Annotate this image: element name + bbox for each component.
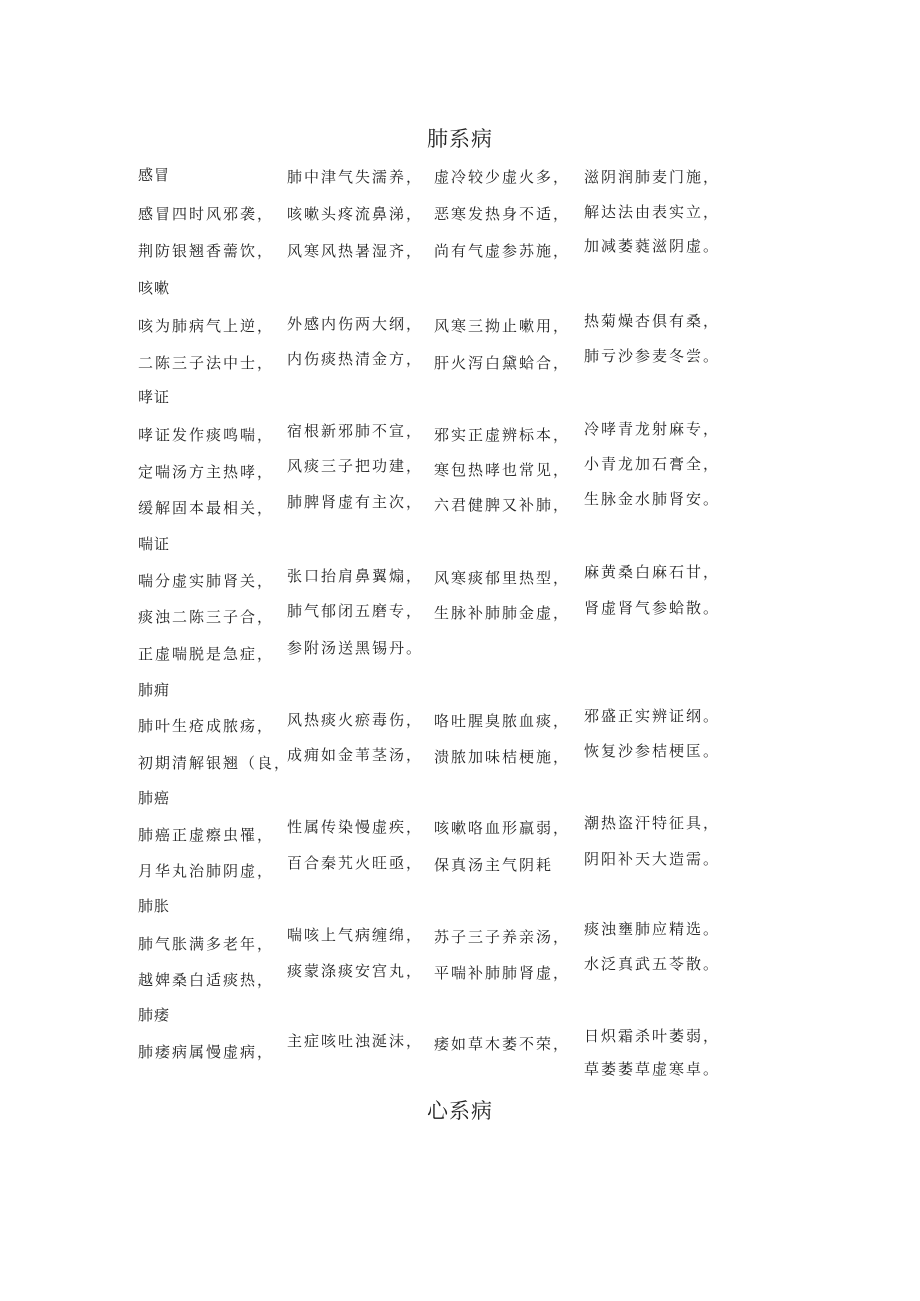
- verse-line: 风寒风热暑湿齐，: [287, 242, 424, 260]
- heading-feiyong: 肺痈: [138, 681, 171, 699]
- verse-line: 寒包热哮也常见，: [434, 461, 571, 479]
- verse-line: 风寒三拗止嗽用，: [434, 317, 571, 335]
- verse-line: 正虚喘脱是急症，: [138, 645, 275, 663]
- verse-line: 恶寒发热身不适，: [434, 205, 571, 223]
- verse-line: 荆防银翘香薷饮，: [138, 242, 275, 260]
- verse-line: 阴阳补天大造需。: [584, 850, 721, 868]
- verse-line: 热菊燥杏俱有桑，: [584, 312, 721, 330]
- verse-line: 肾虚肾气参蛤散。: [584, 599, 721, 617]
- heading-kesou: 咳嗽: [138, 279, 171, 297]
- verse-line: 风热痰火瘀毒伤，: [287, 711, 424, 729]
- heading-feizhang: 肺胀: [138, 897, 171, 915]
- verse-line: 感冒四时风邪袭，: [138, 205, 275, 223]
- verse-line: 肺痿病属慢虚病，: [138, 1043, 275, 1061]
- verse-line: 喘咳上气病缠绵，: [287, 926, 424, 944]
- verse-line: 滋阴润肺麦门施，: [584, 168, 721, 186]
- verse-line: 苏子三子养亲汤，: [434, 928, 571, 946]
- verse-line: 咳为肺病气上逆，: [138, 317, 275, 335]
- verse-line: 肺中津气失濡养，: [287, 168, 424, 186]
- verse-line: 痰蒙涤痰安宫丸，: [287, 962, 424, 980]
- verse-line: 风寒痰郁里热型，: [434, 569, 571, 587]
- verse-line: 尚有气虚参苏施，: [434, 242, 571, 260]
- verse-line: 主症咳吐浊涎沫，: [287, 1032, 424, 1050]
- heading-feiwei: 肺痿: [138, 1006, 171, 1024]
- verse-line: 肺气郁闭五磨专，: [287, 602, 424, 620]
- verse-line: 喘分虚实肺肾关，: [138, 572, 275, 590]
- heading-chuanzheng: 喘证: [138, 535, 171, 553]
- verse-line: 内伤痰热清金方，: [287, 350, 424, 368]
- section-title-lung: 肺系病: [427, 127, 493, 151]
- verse-line: 恢复沙参桔梗匡。: [584, 742, 721, 760]
- verse-line: 肺癌正虚瘵虫罹，: [138, 826, 275, 844]
- verse-line: 越婢桑白适痰热，: [138, 971, 275, 989]
- verse-line: 生脉补肺肺金虚，: [434, 604, 571, 622]
- verse-line: 痰浊壅肺应精选。: [584, 920, 721, 938]
- verse-line: 咳嗽咯血形羸弱，: [434, 819, 571, 837]
- verse-line: 日炽霜杀叶萎弱，: [584, 1027, 721, 1045]
- verse-line: 肺气胀满多老年，: [138, 935, 275, 953]
- verse-line: 定喘汤方主热哮，: [138, 463, 275, 481]
- verse-line: 虚冷较少虚火多，: [434, 168, 571, 186]
- verse-line: 溃脓加味桔梗施，: [434, 748, 571, 766]
- verse-line: 性属传染慢虚疾，: [287, 818, 424, 836]
- section-title-heart: 心系病: [427, 1099, 493, 1123]
- verse-line: 肺叶生疮成脓疡，: [138, 717, 275, 735]
- verse-line: 参附汤送黑锡丹。: [287, 639, 424, 657]
- verse-line: 痰浊二陈三子合，: [138, 608, 275, 626]
- verse-line: 生脉金水肺肾安。: [584, 490, 721, 508]
- verse-line: 咳嗽头疼流鼻涕，: [287, 205, 424, 223]
- verse-line: 百合秦艽火旺亟，: [287, 854, 424, 872]
- verse-line: 初期清解银翘（良，: [138, 754, 292, 772]
- verse-line: 肺脾肾虚有主次，: [287, 493, 424, 511]
- verse-line: 张口抬肩鼻翼煽，: [287, 567, 424, 585]
- verse-line: 痿如草木萎不荣，: [434, 1035, 571, 1053]
- verse-line: 保真汤主气阴耗: [434, 856, 554, 874]
- verse-line: 月华丸治肺阴虚，: [138, 862, 275, 880]
- verse-line: 水泛真武五苓散。: [584, 955, 721, 973]
- verse-line: 宿根新邪肺不宣，: [287, 422, 424, 440]
- heading-ganmao: 感冒: [138, 166, 171, 184]
- heading-feiai: 肺癌: [138, 789, 171, 807]
- verse-line: 咯吐腥臭脓血痰，: [434, 712, 571, 730]
- verse-line: 六君健脾又补肺，: [434, 496, 571, 514]
- verse-line: 哮证发作痰鸣喘，: [138, 426, 275, 444]
- verse-line: 平喘补肺肺肾虚，: [434, 964, 571, 982]
- verse-line: 草萎萎草虚寒卓。: [584, 1060, 721, 1078]
- heading-xiaozheng: 哮证: [138, 388, 171, 406]
- verse-line: 加减萎蕤滋阴虚。: [584, 237, 721, 255]
- verse-line: 麻黄桑白麻石甘，: [584, 563, 721, 581]
- verse-line: 冷哮青龙射麻专，: [584, 420, 721, 438]
- verse-line: 风痰三子把功建，: [287, 457, 424, 475]
- verse-line: 肺亏沙参麦冬尝。: [584, 347, 721, 365]
- verse-line: 邪盛正实辨证纲。: [584, 707, 721, 725]
- verse-line: 解达法由表实立，: [584, 203, 721, 221]
- verse-line: 肝火泻白黛蛤合，: [434, 354, 571, 372]
- verse-line: 小青龙加石膏全，: [584, 455, 721, 473]
- verse-line: 外感内伤两大纲，: [287, 315, 424, 333]
- verse-line: 潮热盗汗特征具，: [584, 814, 721, 832]
- verse-line: 二陈三子法中士，: [138, 354, 275, 372]
- verse-line: 成痈如金苇茎汤，: [287, 746, 424, 764]
- verse-line: 缓解固本最相关，: [138, 499, 275, 517]
- verse-line: 邪实正虚辨标本，: [434, 426, 571, 444]
